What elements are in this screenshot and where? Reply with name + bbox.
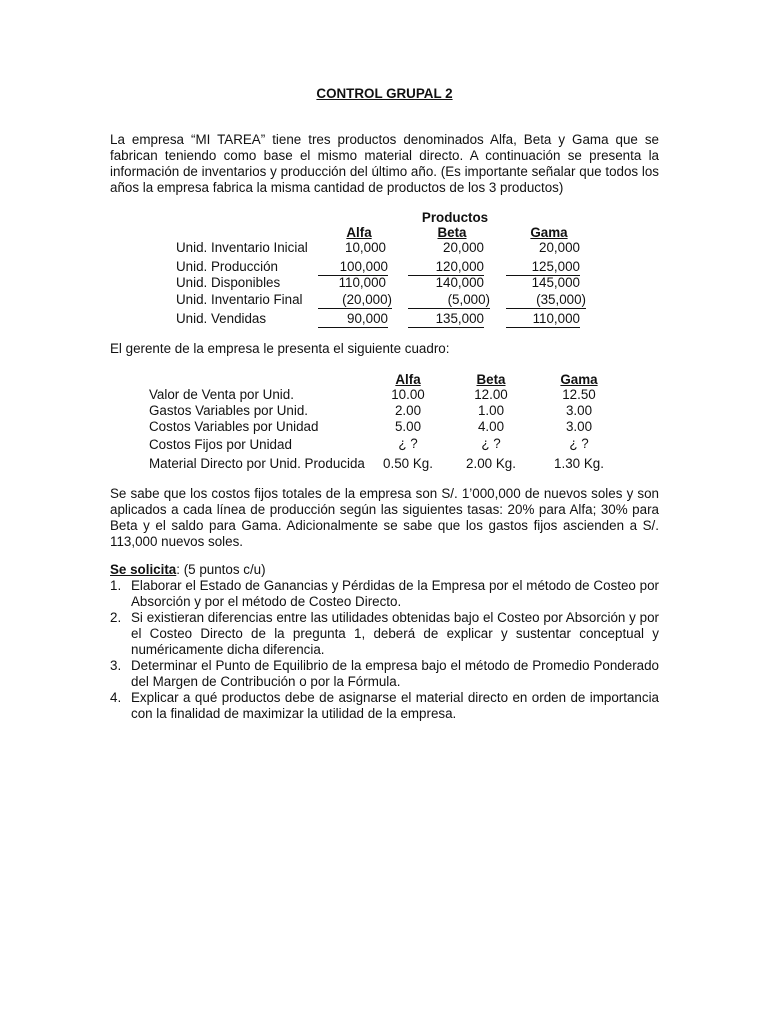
manager-paragraph: El gerente de la empresa le presenta el siguiente cuadro: xyxy=(110,341,450,356)
cell: 12.00 xyxy=(474,387,508,402)
item-number: 3. xyxy=(110,658,122,673)
row-label: Unid. Vendidas xyxy=(176,311,267,326)
cell: (20,000) xyxy=(318,292,392,309)
row-label: Unid. Inventario Final xyxy=(176,292,303,307)
cell: 1.30 Kg. xyxy=(554,456,604,471)
cell: 5.00 xyxy=(394,419,422,434)
request-points: : (5 puntos c/u) xyxy=(176,562,266,577)
request-heading-line xyxy=(110,562,659,578)
item-text: Elaborar el Estado de Ganancias y Pérdidas de la Empresa por el método de Costeo por Absorción y por el método de Costeo Directo. xyxy=(131,578,659,609)
cell: 125,000 xyxy=(506,259,580,276)
cell: 90,000 xyxy=(318,311,388,328)
cell: 2.00 Kg. xyxy=(466,456,516,471)
row-label: Valor de Venta por Unid. xyxy=(149,387,294,402)
row-label: Unid. Disponibles xyxy=(176,275,281,290)
item-text: Explicar a qué productos debe de asignarse el material directo en orden de importancia con la finalidad de maximizar la utilidad de la empresa. xyxy=(131,690,659,721)
cell: 20,000 xyxy=(443,240,484,255)
cell: ¿ ? xyxy=(398,436,418,451)
column-header-gama: Gama xyxy=(530,225,568,240)
row-label: Unid. Inventario Inicial xyxy=(176,240,308,255)
intro-paragraph: La empresa “MI TAREA” tiene tres productos denominados Alfa, Beta y Gama que se fabrican teniendo como base el mismo material directo. A continuación se presenta la información de inventarios y producción del último año. (Es importante señalar que todos los años la empresa fabrica la misma cantidad de productos de los 3 productos) xyxy=(110,132,659,195)
cell: 135,000 xyxy=(408,311,484,328)
column-header-gama: Gama xyxy=(560,372,598,387)
list-item xyxy=(110,578,659,610)
cell: 0.50 Kg. xyxy=(383,456,433,471)
row-label: Gastos Variables por Unid. xyxy=(149,403,309,418)
row-label: Costos Variables por Unidad xyxy=(149,419,319,434)
column-header-beta: Beta xyxy=(476,372,506,387)
cell: 3.00 xyxy=(565,403,593,418)
fixed-costs-paragraph: Se sabe que los costos fijos totales de la empresa son S/. 1’000,000 de nuevos soles y son aplicados a cada línea de producción según las siguientes tasas: 20% para Alfa; 30% para Beta y el saldo para Gama. Adicionalmente se sabe que los gastos fijos ascienden a S/. 113,000 nuevos soles. xyxy=(110,486,659,549)
cell: 140,000 xyxy=(435,275,484,290)
column-header-beta: Beta xyxy=(437,225,467,240)
cell: (5,000) xyxy=(408,292,490,309)
item-text: Determinar el Punto de Equilibrio de la empresa bajo el método de Promedio Ponderado del Margen de Contribución o por la Fórmula. xyxy=(131,658,659,689)
cell: 120,000 xyxy=(408,259,484,276)
list-item xyxy=(110,658,659,690)
cell: 100,000 xyxy=(318,259,388,276)
cell: 3.00 xyxy=(565,419,593,434)
column-header-alfa: Alfa xyxy=(395,372,421,387)
cell: ¿ ? xyxy=(569,436,589,451)
cell: 110,000 xyxy=(506,311,580,328)
item-text: Si existieran diferencias entre las utilidades obtenidas bajo el Costeo por Absorción y por el Costeo Directo de la pregunta 1, deberá de explicar y sustentar conceptual y numéricamente dicha diferencia. xyxy=(131,610,659,657)
cell: 12.50 xyxy=(562,387,596,402)
row-label: Costos Fijos por Unidad xyxy=(149,437,292,452)
cell: (35,000) xyxy=(506,292,586,309)
group-header: Productos xyxy=(421,210,489,225)
list-item xyxy=(110,690,659,722)
item-number: 1. xyxy=(110,578,122,593)
cell: 1.00 xyxy=(477,403,505,418)
item-number: 2. xyxy=(110,610,122,625)
cell: 10,000 xyxy=(345,240,386,255)
cell: 2.00 xyxy=(394,403,422,418)
cell: 110,000 xyxy=(338,275,386,290)
list-item xyxy=(110,610,659,658)
cell: 20,000 xyxy=(539,240,580,255)
row-label: Unid. Producción xyxy=(176,259,278,274)
request-section xyxy=(110,562,659,722)
request-list xyxy=(110,578,659,722)
cell: 10.00 xyxy=(391,387,425,402)
item-number: 4. xyxy=(110,690,122,705)
request-heading: Se solicita xyxy=(110,562,177,577)
row-label: Material Directo por Unid. Producida xyxy=(149,456,365,471)
cell: ¿ ? xyxy=(481,436,501,451)
cell: 145,000 xyxy=(531,275,580,290)
cell: 4.00 xyxy=(477,419,505,434)
column-header-alfa: Alfa xyxy=(346,225,372,240)
document-title: CONTROL GRUPAL 2 xyxy=(316,86,453,101)
